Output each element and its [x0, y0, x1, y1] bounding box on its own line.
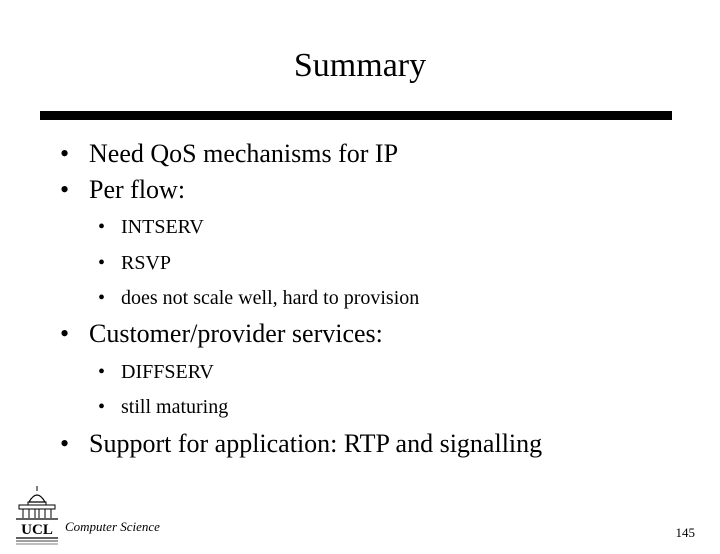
sub-bullet-item	[98, 394, 228, 420]
bullet-text: RSVP	[121, 252, 172, 274]
sub-bullet-item	[98, 214, 204, 240]
bullet-dot: •	[60, 175, 70, 204]
bullet-text: Need QoS mechanisms for IP	[89, 139, 399, 168]
bullet-dot: •	[98, 287, 106, 309]
bullet-item	[60, 138, 398, 170]
bullet-text: Support for application: RTP and signalling	[89, 429, 543, 458]
sub-bullet-item	[98, 250, 171, 276]
bullet-dot: •	[98, 252, 106, 274]
logo-text: UCL	[21, 522, 53, 538]
slide-title: Summary	[293, 47, 427, 84]
bullet-dot: •	[98, 216, 106, 238]
ucl-logo	[14, 484, 60, 548]
bullet-item	[60, 174, 185, 206]
sub-bullet-item	[98, 359, 214, 385]
bullet-dot: •	[98, 396, 106, 418]
bullet-dot: •	[60, 319, 70, 348]
bullet-text: does not scale well, hard to provision	[121, 287, 420, 309]
bullet-dot: •	[60, 429, 70, 458]
bullet-text: Per flow:	[89, 175, 186, 204]
title-rule	[40, 111, 672, 120]
bullet-text: INTSERV	[121, 216, 204, 238]
bullet-dot: •	[98, 361, 106, 383]
sub-bullet-item	[98, 285, 419, 311]
department-label: Computer Science	[65, 519, 160, 534]
bullet-text: Customer/provider services:	[89, 319, 383, 348]
bullet-item	[60, 428, 542, 460]
bullet-text: still maturing	[121, 396, 229, 418]
bullet-item	[60, 318, 383, 350]
bullet-text: DIFFSERV	[121, 361, 214, 383]
bullet-dot: •	[60, 139, 70, 168]
page-number: 145	[675, 525, 695, 540]
